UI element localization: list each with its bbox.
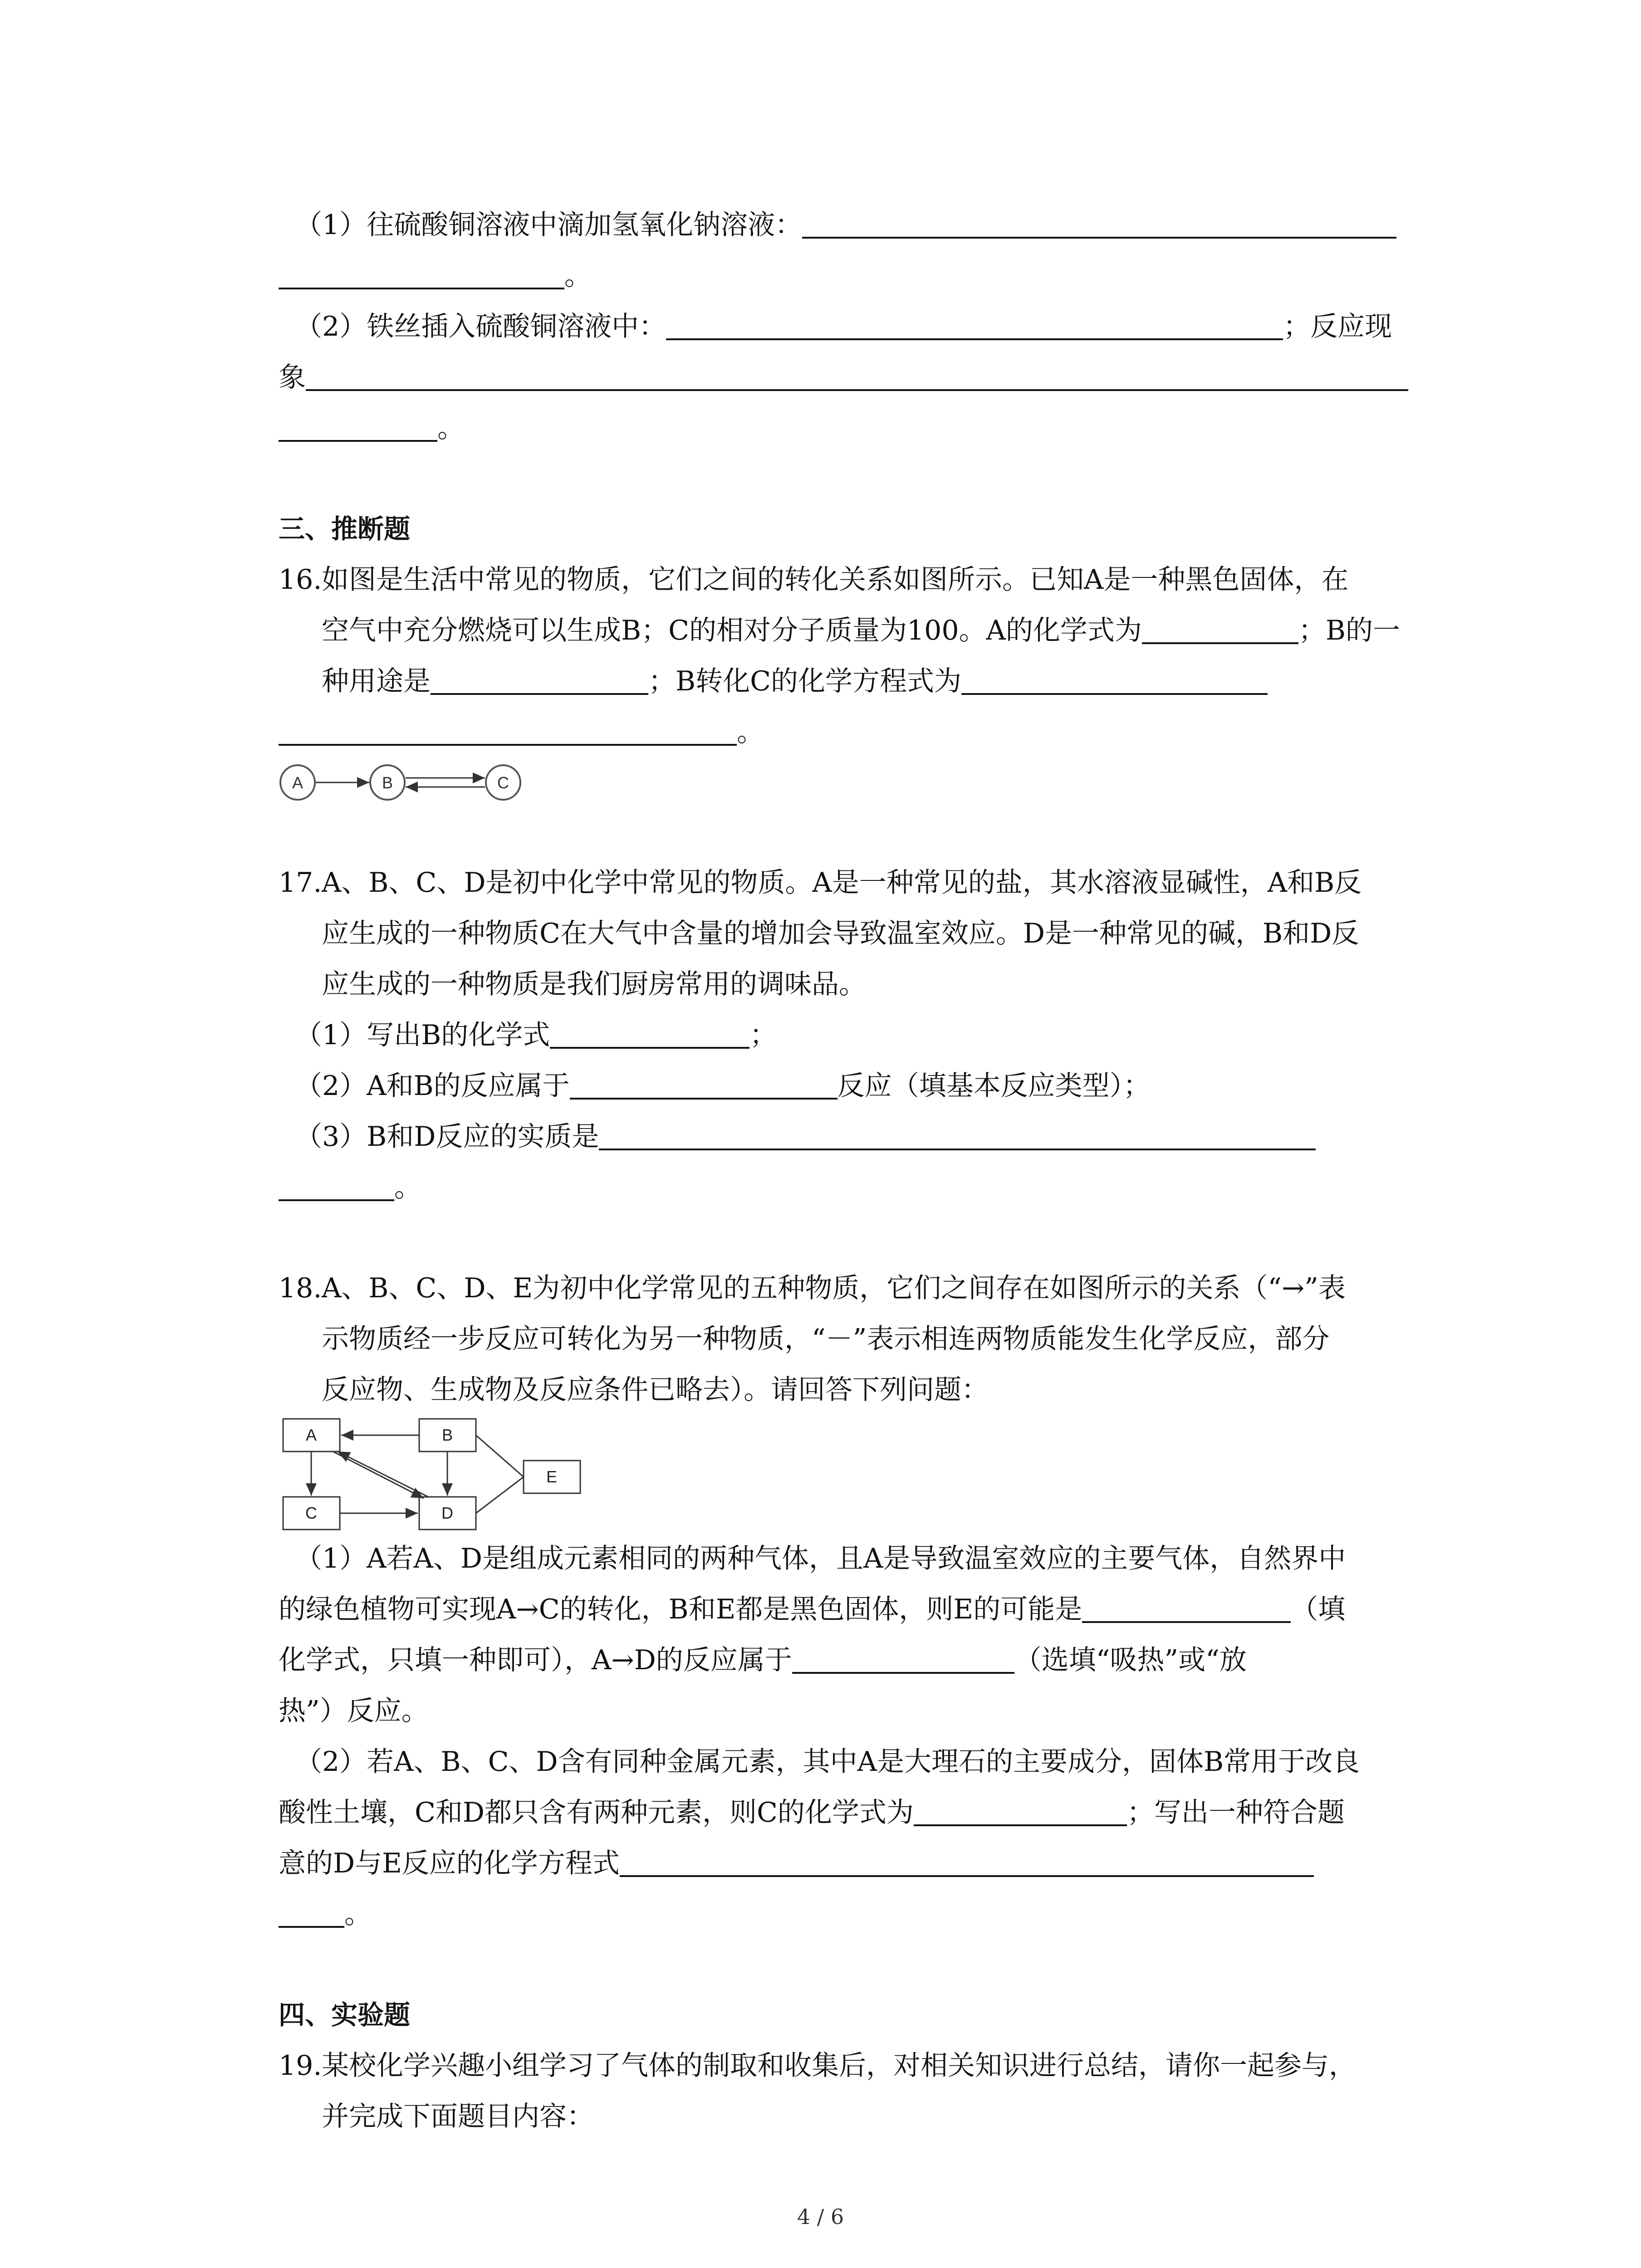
period-text: 。 xyxy=(437,412,465,444)
q17-part2-suffix: 反应（填基本反应类型）； xyxy=(837,1070,1151,1102)
q17-text-line1: A、B、C、D是初中化学中常见的物质。A是一种常见的盐，其水溶液显碱性，A和B反 xyxy=(322,867,1362,899)
answer-blank[interactable] xyxy=(620,1847,1314,1877)
q15-part2-line3 xyxy=(279,403,1454,454)
section-heading-experiment: 四、实验题 xyxy=(279,1999,411,2030)
answer-blank[interactable] xyxy=(1082,1593,1291,1623)
q18-part2-line2 xyxy=(279,1787,1454,1838)
q17-part3 xyxy=(279,1111,1454,1162)
q15-part2-prompt: （2）铁丝插入硫酸铜溶液中： xyxy=(295,311,666,342)
q19-text-line1: 某校化学兴趣小组学习了气体的制取和收集后，对相关知识进行总结，请你一起参与， xyxy=(322,2050,1356,2082)
answer-blank[interactable] xyxy=(961,665,1268,695)
question-16 xyxy=(279,554,1454,707)
page-number: 4 / 6 xyxy=(797,2204,844,2229)
q15-part1-line xyxy=(279,200,1454,250)
answer-blank[interactable] xyxy=(570,1070,838,1100)
q15-part2-continued: 象 xyxy=(279,362,306,393)
q16-text-line2: 空气中充分燃烧可以生成B；C的相对分子质量为100。A的化学式为 xyxy=(322,615,1142,646)
q18-part2-line1: （2）若A、B、C、D含有同种金属元素，其中A是大理石的主要成分，固体B常用于改良 xyxy=(295,1746,1360,1778)
node-d-label: D xyxy=(441,1504,453,1522)
question-19 xyxy=(279,2040,1454,2142)
link-d-e xyxy=(476,1477,524,1513)
question-17 xyxy=(279,857,1454,1010)
q18-part2-line3-text: 意的D与E反应的化学方程式 xyxy=(279,1848,620,1879)
answer-blank[interactable] xyxy=(914,1796,1127,1826)
question-number: 16. xyxy=(279,564,322,596)
arrow-d-to-a xyxy=(338,1452,428,1497)
q15-part2-suffix: ；反应现 xyxy=(1283,311,1392,342)
q18-part1-line2-text: 的绿色植物可实现A→C的转化，B和E都是黑色固体，则E的可能是 xyxy=(279,1593,1083,1625)
section-heading-inference: 三、推断题 xyxy=(279,513,411,544)
node-c-label: C xyxy=(497,773,509,792)
answer-blank[interactable] xyxy=(802,209,1396,239)
q18-part1-line4: 热”）反应。 xyxy=(279,1695,429,1727)
question-number: 18. xyxy=(279,1272,322,1304)
q15-part2-line2 xyxy=(279,352,1454,403)
answer-blank[interactable] xyxy=(279,716,737,746)
node-b-label: B xyxy=(382,773,393,792)
node-a-label: A xyxy=(305,1426,317,1444)
worksheet-content xyxy=(279,200,1454,2142)
q18-text-line2: 示物质经一步反应可转化为另一种物质，“－”表示相连两物质能发生化学反应，部分 xyxy=(322,1323,1330,1355)
q17-part3-prompt: （3）B和D反应的实质是 xyxy=(295,1121,599,1153)
q18-part1-line2-suffix: （填 xyxy=(1291,1593,1346,1625)
answer-blank[interactable] xyxy=(550,1019,749,1049)
node-c-label: C xyxy=(305,1504,317,1522)
question-number: 17. xyxy=(279,867,322,899)
node-a-label: A xyxy=(292,773,304,792)
question-number: 19. xyxy=(279,2050,322,2082)
q16-diagram xyxy=(279,758,569,807)
period-text: 。 xyxy=(344,1898,372,1930)
q16-text-line1: 如图是生活中常见的物质，它们之间的转化关系如图所示。已知A是一种黑色固体，在 xyxy=(322,564,1349,596)
q16-text-line3-mid: ；B转化C的化学方程式为 xyxy=(648,665,961,697)
answer-blank[interactable] xyxy=(279,259,564,289)
q18-part2-line4 xyxy=(279,1889,1454,1940)
q18-part1-line3-suffix: （选填“吸热”或“放 xyxy=(1014,1644,1247,1676)
arrow-a-to-d xyxy=(333,1452,424,1498)
q16-text-line3: 种用途是 xyxy=(322,665,431,697)
q18-part1-line2 xyxy=(279,1584,1454,1635)
q18-part2-line2-suffix: ；写出一种符合题 xyxy=(1127,1797,1345,1828)
link-b-e xyxy=(476,1435,524,1477)
answer-blank[interactable] xyxy=(279,412,437,442)
node-b-label: B xyxy=(441,1426,453,1444)
q17-part1 xyxy=(279,1010,1454,1061)
q18-part1-line3-text: 化学式，只填一种即可），A→D的反应属于 xyxy=(279,1644,792,1676)
answer-blank[interactable] xyxy=(666,310,1283,340)
q15-part1-line2 xyxy=(279,250,1454,301)
period-text: 。 xyxy=(564,260,592,292)
q15-part2-line xyxy=(279,301,1454,352)
q15-part1-prompt: （1）往硫酸铜溶液中滴加氢氧化钠溶液： xyxy=(295,209,803,241)
answer-blank[interactable] xyxy=(279,1171,394,1201)
q18-part1-line3 xyxy=(279,1635,1454,1686)
question-18 xyxy=(279,1263,1454,1415)
semicolon-text: ； xyxy=(749,1019,777,1051)
q17-part3-line2 xyxy=(279,1162,1454,1213)
q18-diagram xyxy=(279,1415,596,1533)
answer-blank[interactable] xyxy=(1142,614,1298,644)
answer-blank[interactable] xyxy=(599,1120,1316,1150)
q17-part2-prompt: （2）A和B的反应属于 xyxy=(295,1070,570,1102)
q18-part1-line1: （1）A若A、D是组成元素相同的两种气体，且A是导致温室效应的主要气体，自然界中 xyxy=(295,1543,1346,1574)
q19-text-line2: 并完成下面题目内容： xyxy=(322,2101,594,2132)
q18-part2-line3 xyxy=(279,1838,1454,1889)
q17-text-line3: 应生成的一种物质是我们厨房常用的调味品。 xyxy=(322,968,866,1000)
q18-text-line3: 反应物、生成物及反应条件已略去）。请回答下列问题： xyxy=(322,1374,989,1406)
q16-line4 xyxy=(279,707,1454,758)
q17-part2 xyxy=(279,1061,1454,1111)
q16-text-line2-suffix: ；B的一 xyxy=(1298,615,1400,646)
answer-blank[interactable] xyxy=(792,1644,1014,1674)
period-text: 。 xyxy=(394,1172,421,1203)
answer-blank[interactable] xyxy=(306,361,1408,391)
answer-blank[interactable] xyxy=(431,665,648,695)
period-text: 。 xyxy=(737,716,764,748)
q17-text-line2: 应生成的一种物质C在大气中含量的增加会导致温室效应。D是一种常见的碱，B和D反 xyxy=(322,918,1359,949)
q18-part2-line2-text: 酸性土壤，C和D都只含有两种元素，则C的化学式为 xyxy=(279,1797,914,1828)
q18-text-line1: A、B、C、D、E为初中化学常见的五种物质，它们之间存在如图所示的关系（“→”表 xyxy=(322,1272,1346,1304)
node-e-label: E xyxy=(546,1467,558,1486)
q17-part1-prompt: （1）写出B的化学式 xyxy=(295,1019,550,1051)
answer-blank[interactable] xyxy=(279,1898,344,1928)
